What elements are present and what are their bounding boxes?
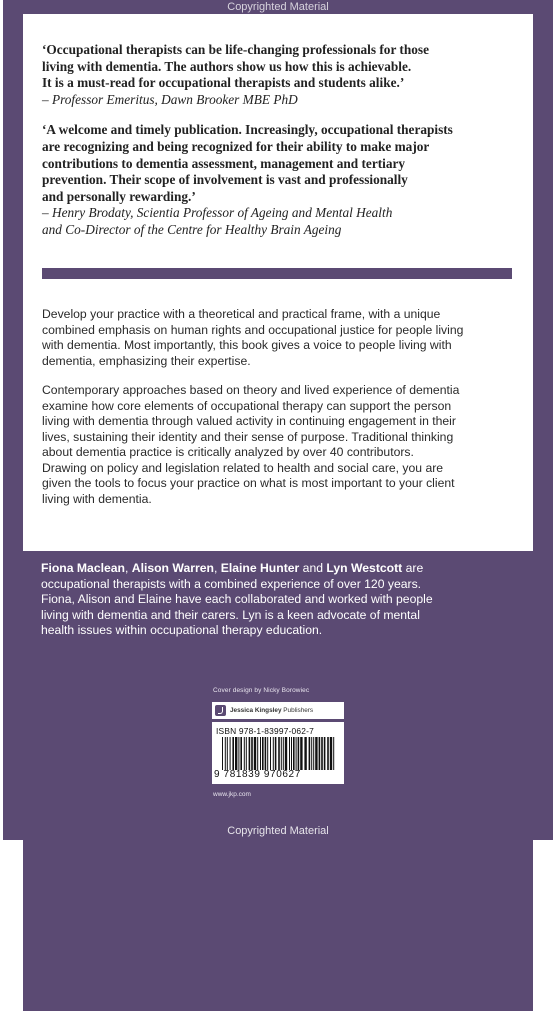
barcode-bar [304,737,306,770]
barcode [222,737,337,770]
author-name: Lyn Westcott [326,561,403,575]
publisher-icon [215,705,226,716]
barcode-bar [319,737,321,770]
barcode-bar [309,737,311,770]
barcode-bar [330,737,332,770]
barcode-bar [313,737,314,770]
barcode-bar [227,737,228,770]
endorsement-1 [42,42,512,108]
author-bio [23,551,533,654]
description-paragraph: Develop your practice with a theoretical and practical frame, with a unique combined emphasis on human rights and occupational justice for people living with dementia. Most importantly, this book gives a voice to people living with dementia, emphasizing their expertise. [42,307,464,368]
barcode-bar [270,737,271,770]
barcode-bar [327,737,329,770]
barcode-bar [230,737,231,770]
barcode-bar [291,737,292,770]
endorsement-attribution: – Henry Brodaty, Scientia Professor of Ageing and Mental Health and Co-Director of the Centre for Healthy Brain Ageing [42,205,393,237]
endorsement-quote: ‘A welcome and timely publication. Increasingly, occupational therapists are recognizing and being recognized for their ability to make major contributions to dementia assessment, management and tertiary prevention. Their scope of involvement is vast and professionally and personally rewarding.’ [42,122,453,204]
barcode-bar [333,737,334,770]
watermark-bottom: Copyrighted Material [23,825,533,1011]
publisher-name: Jessica Kingsley Publishers [230,707,314,714]
cover-design-credit: Cover design by Nicky Borowiec [213,687,310,694]
barcode-bar [283,737,284,770]
barcode-bar [222,737,223,770]
barcode-bar [300,737,302,770]
barcode-bar [321,737,323,770]
barcode-bar [267,737,268,770]
barcode-bar [249,737,251,770]
barcode-digits: 9 781839 970627 [214,769,301,780]
barcode-bar [273,737,274,770]
divider-bar [42,268,512,279]
barcode-bar [260,737,261,770]
barcode-bar [240,737,242,770]
barcode-bar [298,737,300,770]
endorsement-2 [42,122,512,238]
watermark-top: Copyrighted Material [227,1,329,13]
endorsement-quote: ‘Occupational therapists can be life-changing professionals for those living with dementia. The authors show us how this is achievable. It is a must-read for occupational therapists and students alike.’ [42,42,429,91]
barcode-bar [275,737,277,770]
endorsement-attribution: – Professor Emeritus, Dawn Brooker MBE PhD [42,91,298,107]
barcode-bar [293,737,295,770]
barcode-bar [235,737,237,770]
author-name: Fiona Maclean [41,561,125,575]
isbn: ISBN 978-1-83997-062-7 [216,726,314,736]
barcode-bar [225,737,226,770]
bio-line: health issues within occupational therapy education. [41,623,323,637]
barcode-bar [296,737,297,770]
barcode-bar [289,737,290,770]
endorsements [42,42,512,239]
bio-line: Fiona Maclean, Alison Warren, Elaine Hunter and Lyn Westcott are [41,561,424,575]
barcode-bar [285,737,287,770]
publisher-url: www.jkp.com [213,791,251,798]
bio-line: occupational therapists with a combined experience of over 120 years. [41,576,422,591]
barcode-bar [244,737,245,770]
bio-line: Fiona, Alison and Elaine have each collaborated and worked with people [41,592,433,606]
barcode-box [212,722,344,784]
description-paragraph: Contemporary approaches based on theory and lived experience of dementia examine how core elements of occupational therapy can support the person living with dementia through valued activity in continuing engagement in their lives, sustaining their identity and their sense of purpose. Traditional thinking about dementia practice is critically analyzed by over 40 contributors. Drawing on policy and legislation related to health and social care, you are given the tools to focus your practice on what is most important to your client living with dementia. [42,383,460,506]
barcode-bar [265,737,267,770]
barcode-bar [311,737,312,770]
author-name: Alison Warren [131,561,214,575]
barcode-bar [315,737,317,770]
barcode-bar [251,737,253,770]
bio-line: living with dementia and their carers. Lyn is a keen advocate of mental [41,607,420,622]
publisher-logo [212,702,344,719]
barcode-bar [257,737,258,770]
barcode-bar [324,737,326,770]
barcode-bar [238,737,239,770]
barcode-bar [262,737,264,770]
barcode-bar [232,737,234,770]
barcode-bar [281,737,282,770]
book-description [42,307,514,507]
author-name: Elaine Hunter [220,561,300,575]
barcode-bar [254,737,256,770]
barcode-bar [246,737,247,770]
barcode-bar [278,737,280,770]
